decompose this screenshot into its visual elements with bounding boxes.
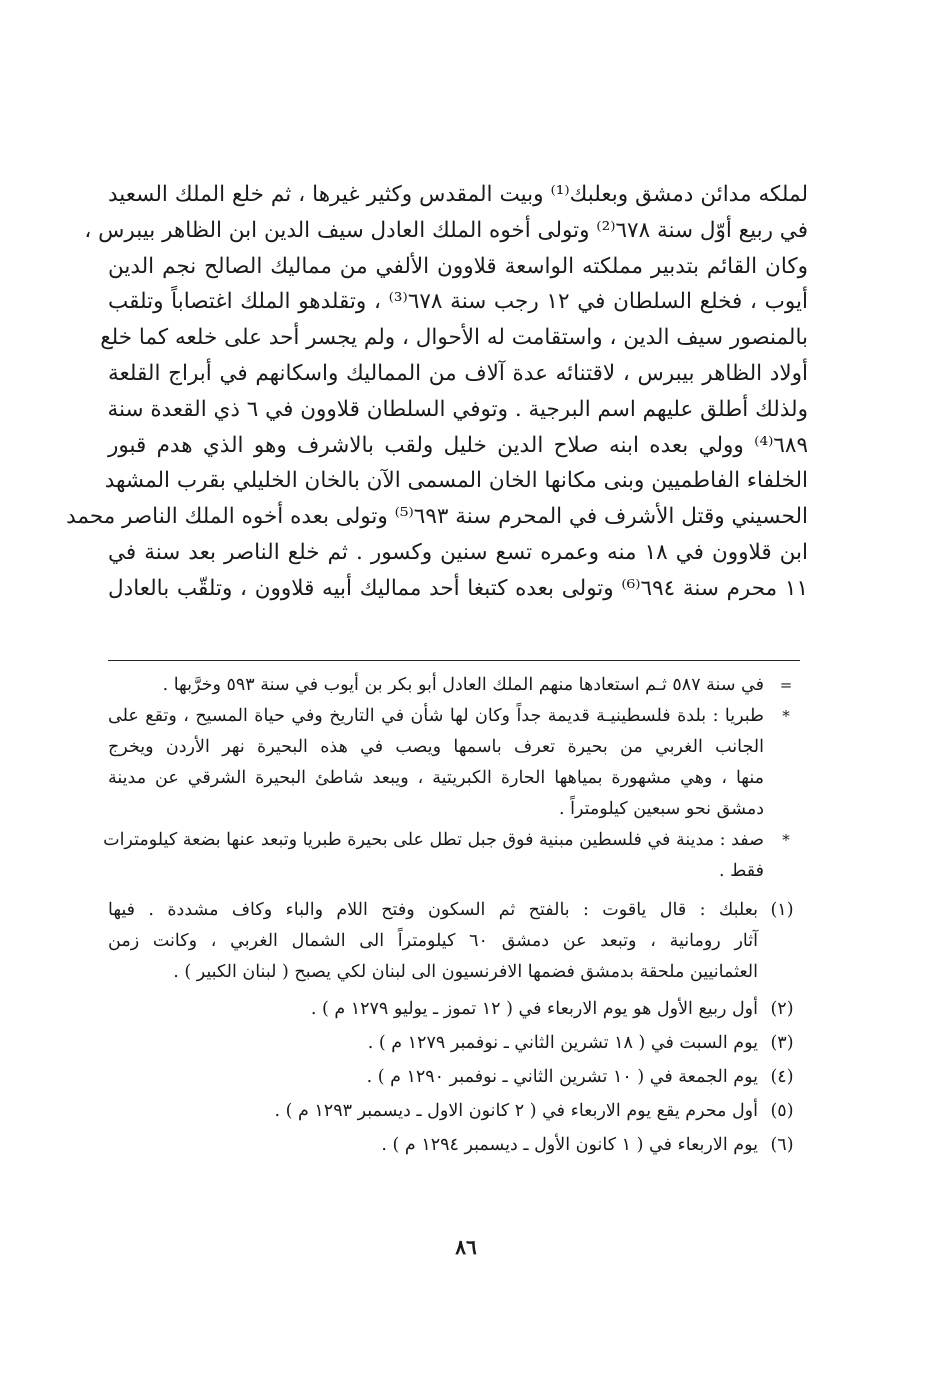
main-text-block xyxy=(66,177,808,607)
main-text-line: ابن قلاوون في ١٨ منه وعمره تسع سنين وكسور . ثم خلع الناصر بعد سنة في xyxy=(108,539,808,565)
footnote-line: أول محرم يقع يوم الاربعاء في ( ٢ كانون الاول ـ ديسمبر ١٢٩٣ م ) . xyxy=(274,1101,758,1121)
side-note xyxy=(103,825,808,887)
footnote-line: يوم الاربعاء في ( ١ كانون الأول ـ ديسمبر ١٢٩٤ م ) . xyxy=(381,1135,758,1155)
main-text-line: ولذلك أطلق عليهم اسم البرجية . وتوفي السلطان قلاوون في ٦ ذي القعدة سنة xyxy=(107,396,808,422)
footnote-number: (٢) xyxy=(770,999,794,1019)
footnote-number: (٥) xyxy=(770,1101,794,1121)
main-text-line: الخلفاء الفاطميين وبنى مكانها الخان المسمى الآن بالخان الخليلي بقرب المشهد xyxy=(104,468,808,494)
footnotes-section xyxy=(103,670,808,1162)
footnote-line: يوم السبت في ( ١٨ تشرين الثاني ـ نوفمبر ١٢٧٩ م ) . xyxy=(367,1033,758,1053)
footnote-3 xyxy=(108,1026,808,1060)
footnote-line: أول ربيع الأول هو يوم الاربعاء في ( ١٢ تموز ـ يوليو ١٢٧٩ م ) . xyxy=(310,999,758,1019)
footnote-number: (٦) xyxy=(770,1135,794,1155)
note-line: الجانب الغربي من بحيرة تعرف باسمها ويصب في هذه البحيرة نهر الأردن ويخرج xyxy=(108,737,764,757)
note-line: دمشق نحو سبعين كيلومتراً . xyxy=(558,799,764,819)
main-text-line: ١١ محرم سنة ٦٩٤⁽⁶⁾ وتولى بعده كتبغا أحد مماليك أبيه قلاوون ، وتلقّب بالعادل xyxy=(108,575,808,601)
footnote-number: (٤) xyxy=(770,1067,794,1087)
main-text-line: بالمنصور سيف الدين ، واستقامت له الأحوال ، ولم يجسر أحد على خلعه كما خلع xyxy=(100,325,808,351)
note-line: في سنة ٥٨٧ ثـم استعادها منهم الملك العادل أبو بكر بن أيوب في سنة ٥٩٣ وخرَّبها . xyxy=(162,675,764,695)
main-text-line: أولاد الظاهر بيبرس ، لاقتنائه عدة آلاف من المماليك واسكانهم في أبراج القلعة xyxy=(108,360,808,386)
note-line: طبريا : بلدة فلسطينيـة قديمة جداً وكان لها شأن في التاريخ وفي حياة المسيح ، وتقع على xyxy=(108,706,764,726)
note-line: فقط . xyxy=(719,861,764,881)
main-text-line: في ربيع أوّل سنة ٦٧٨⁽²⁾ وتولى أخوه الملك العادل سيف الدين ابن الظاهر بيبرس ، xyxy=(84,217,808,243)
main-text-line: وكان القائم بتدبير مملكته الواسعة قلاوون الألفي من مماليك الصالح نجم الدين xyxy=(108,253,808,279)
footnote-4 xyxy=(108,1060,808,1094)
footnote-line: العثمانيين ملحقة بدمشق فضمها الافرنسيون الى لبنان لكي يصبح ( لبنان الكبير ) . xyxy=(173,962,758,982)
side-note xyxy=(108,701,808,825)
footnote-list xyxy=(108,992,808,1162)
note-line: صفد : مدينة في فلسطين مبنية فوق جبل تطل على بحيرة طبريا وتبعد عنها بضعة كيلومترات xyxy=(103,830,764,850)
main-text-line: أيوب ، فخلع السلطان في ١٢ رجب سنة ٦٧٨⁽³⁾ ، وتقلدهو الملك اغتصاباً وتلقب xyxy=(108,289,808,315)
note-marker: * xyxy=(782,831,790,849)
note-marker: * xyxy=(782,707,790,725)
footnote-number: (١) xyxy=(770,900,794,920)
footnote-divider xyxy=(108,660,800,661)
main-text-line: الحسيني وقتل الأشرف في المحرم سنة ٦٩٣⁽⁵⁾ وتولى بعده أخوه الملك الناصر محمد xyxy=(66,504,808,530)
footnote-6 xyxy=(108,1128,808,1162)
footnote-2 xyxy=(108,992,808,1026)
main-text-line: ٦٨٩⁽⁴⁾ وولي بعده ابنه صلاح الدين خليل ولقب بالاشرف وهو الذي هدم قبور xyxy=(108,432,808,458)
main-text-line: لملكه مدائن دمشق وبعلبك⁽¹⁾ وبيت المقدس وكثير غيرها ، ثم خلع الملك السعيد xyxy=(108,182,808,207)
side-note xyxy=(108,670,808,701)
footnote-line: آثار رومانية ، وتبعد عن دمشق ٦٠ كيلومتراً الى الشمال الغربي ، وكانت زمن xyxy=(108,931,758,951)
footnote-number: (٣) xyxy=(770,1033,794,1053)
note-marker: = xyxy=(779,676,793,694)
footnote-line: يوم الجمعة في ( ١٠ تشرين الثاني ـ نوفمبر ١٢٩٠ م ) . xyxy=(366,1067,758,1087)
note-line: منها ، وهي مشهورة بمياهها الحارة الكبريتية ، ويبعد شاطئ البحيرة الشرقي عن مدينة xyxy=(108,768,764,788)
footnote-1 xyxy=(108,895,808,988)
footnote-line: بعلبك : قال ياقوت : بالفتح ثم السكون وفتح اللام والباء وكاف مشددة . فيها xyxy=(108,900,758,920)
page-number: ٨٦ xyxy=(455,1235,477,1259)
footnote-5 xyxy=(108,1094,808,1128)
